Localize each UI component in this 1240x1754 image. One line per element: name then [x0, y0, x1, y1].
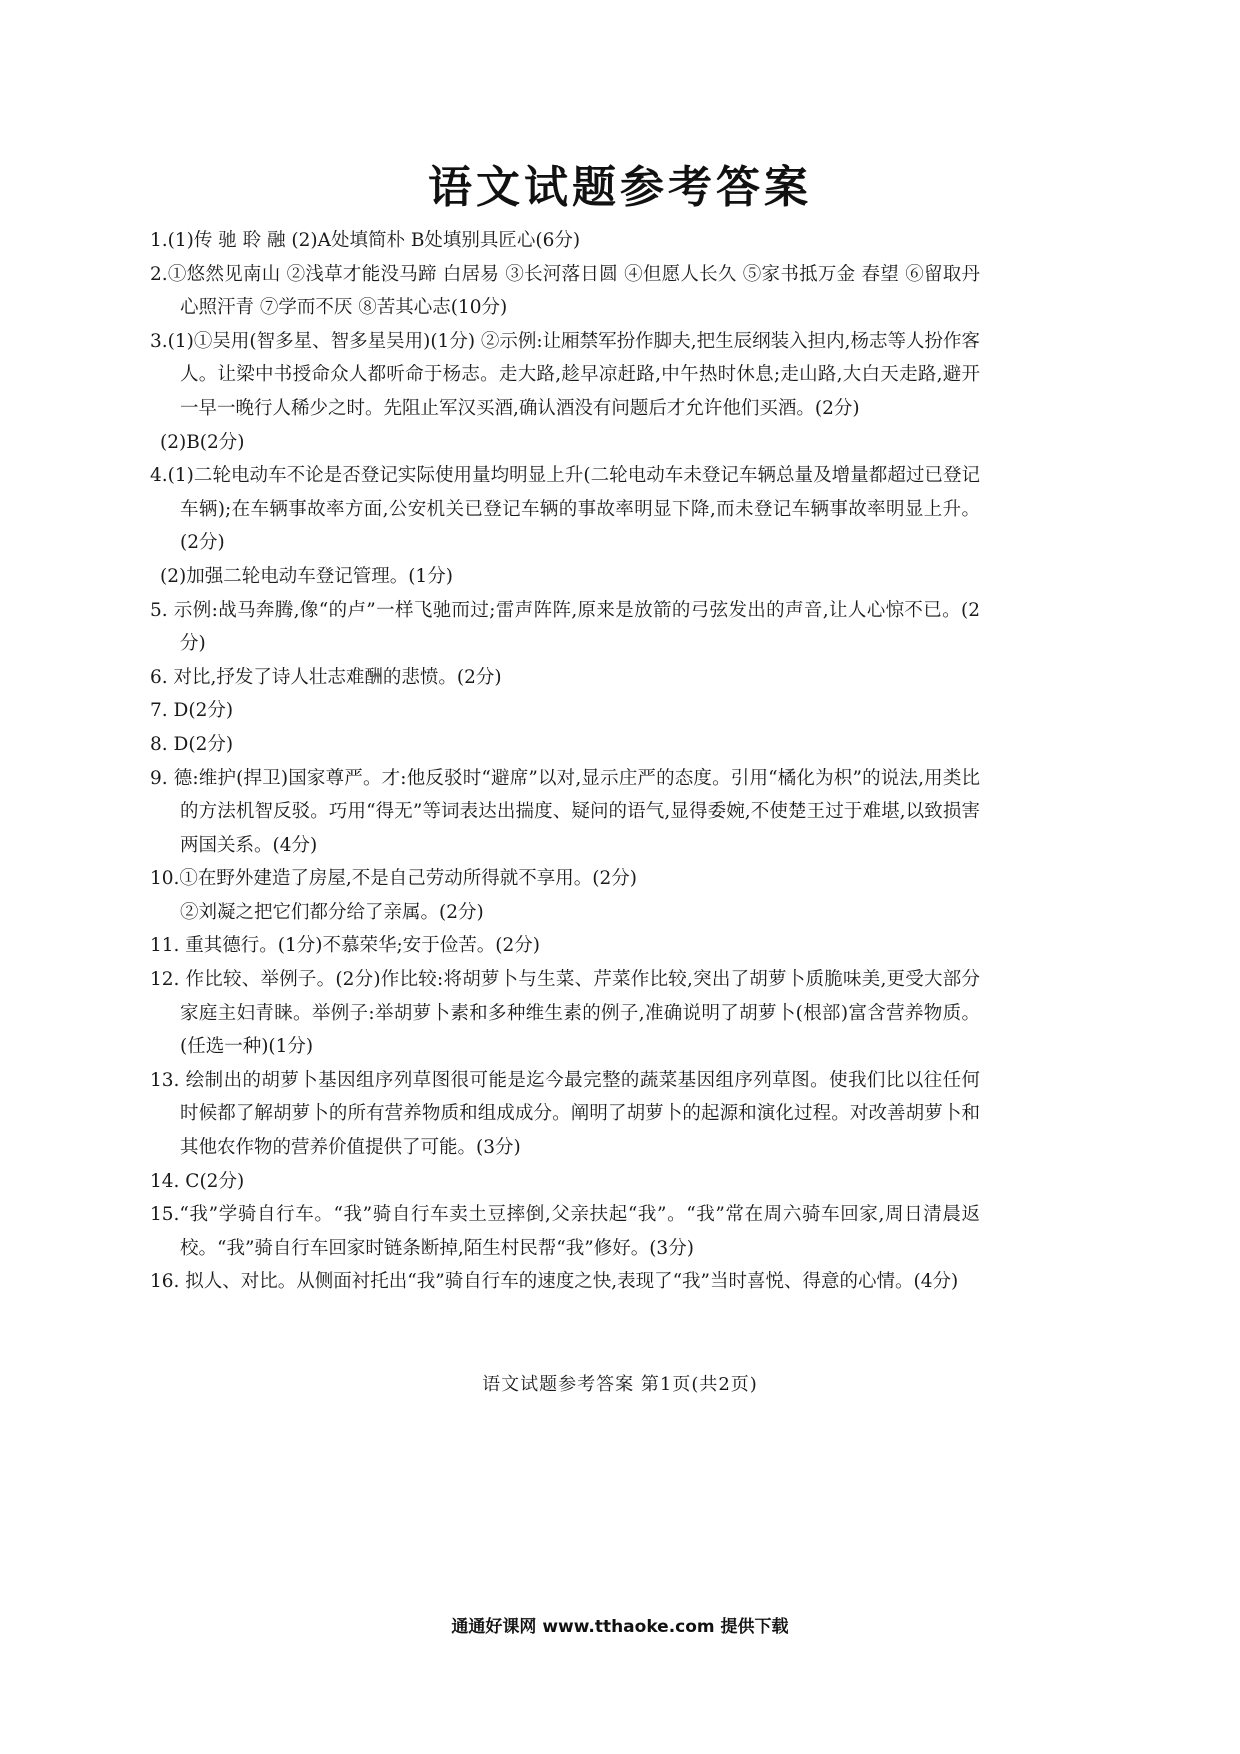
answer-3-1: 3.(1)①吴用(智多星、智多星吴用)(1分) ②示例:让厢禁军扮作脚夫,把生辰纲装入担内,杨志等人扮作客人。让梁中书授命众人都听命于杨志。走大路,趁早凉赶路,中午热时休息;走山路,大白天走路,避开一早一晚行人稀少之时。先阻止军汉买酒,确认酒没有问题后才允许他们买酒。(2分)	[150, 330, 980, 419]
answer-16: 16. 拟人、对比。从侧面衬托出“我”骑自行车的速度之快,表现了“我”当时喜悦、得意的心情。(4分)	[150, 1271, 959, 1293]
answer-15: 15.“我”学骑自行车。“我”骑自行车卖土豆摔倒,父亲扶起“我”。“我”常在周六骑车回家,周日清晨返校。“我”骑自行车回家时链条断掉,陌生村民帮“我”修好。(3分)	[150, 1204, 980, 1259]
answer-6: 6. 对比,抒发了诗人壮志难酬的悲愤。(2分)	[150, 666, 502, 688]
answer-8: 8. D(2分)	[150, 733, 234, 755]
answer-10-1: 10.①在野外建造了房屋,不是自己劳动所得就不享用。(2分)	[150, 868, 638, 890]
answer-9: 9. 德:维护(捍卫)国家尊严。才:他反驳时“避席”以对,显示庄严的态度。引用“橘化为枳”的说法,用类比的方法机智反驳。巧用“得无”等词表达出揣度、疑问的语气,显得委婉,不使楚王过于难堪,以致损害两国关系。(4分)	[150, 767, 980, 856]
page-number-footer: 语文试题参考答案 第1页(共2页)	[482, 1374, 758, 1395]
answer-12: 12. 作比较、举例子。(2分)作比较:将胡萝卜与生菜、芹菜作比较,突出了胡萝卜质脆味美,更受大部分家庭主妇青睐。举例子:举胡萝卜素和多种维生素的例子,准确说明了胡萝卜(根部)富含营养物质。(任选一种)(1分)	[150, 969, 980, 1058]
answer-1: 1.(1)传 驰 聆 融 (2)A处填简朴 B处填别具匠心(6分)	[150, 230, 581, 251]
site-footer: 通通好课网 www.tthaoke.com 提供下载	[451, 1617, 789, 1637]
answer-2: 2.①悠然见南山 ②浅草才能没马蹄 白居易 ③长河落日圆 ④但愿人长久 ⑤家书抵万金 春望 ⑥留取丹心照汗青 ⑦学而不厌 ⑧苦其心志(10分)	[150, 263, 980, 319]
page-title: 语文试题参考答案	[428, 162, 812, 213]
answer-5: 5. 示例:战马奔腾,像“的卢”一样飞驰而过;雷声阵阵,原来是放箭的弓弦发出的声音,让人心惊不已。(2分)	[150, 599, 980, 655]
answer-7: 7. D(2分)	[150, 700, 234, 722]
answer-13: 13. 绘制出的胡萝卜基因组序列草图很可能是迄今最完整的蔬菜基因组序列草图。使我们比以往任何时候都了解胡萝卜的所有营养物质和组成成分。阐明了胡萝卜的起源和演化过程。对改善胡萝卜和其他农作物的营养价值提供了可能。(3分)	[150, 1069, 980, 1159]
answer-4-2: (2)加强二轮电动车登记管理。(1分)	[160, 565, 453, 587]
answer-list	[150, 224, 980, 1299]
answer-10-2: ②刘凝之把它们都分给了亲属。(2分)	[180, 901, 484, 923]
answer-14: 14. C(2分)	[150, 1170, 245, 1192]
answer-11: 11. 重其德行。(1分)不慕荣华;安于俭苦。(2分)	[150, 935, 540, 957]
answer-3-2: (2)B(2分)	[160, 431, 245, 453]
answer-4-1: 4.(1)二轮电动车不论是否登记实际使用量均明显上升(二轮电动车未登记车辆总量及增量都超过已登记车辆);在车辆事故率方面,公安机关已登记车辆的事故率明显下降,而未登记车辆事故率明显上升。(2分)	[150, 465, 980, 554]
